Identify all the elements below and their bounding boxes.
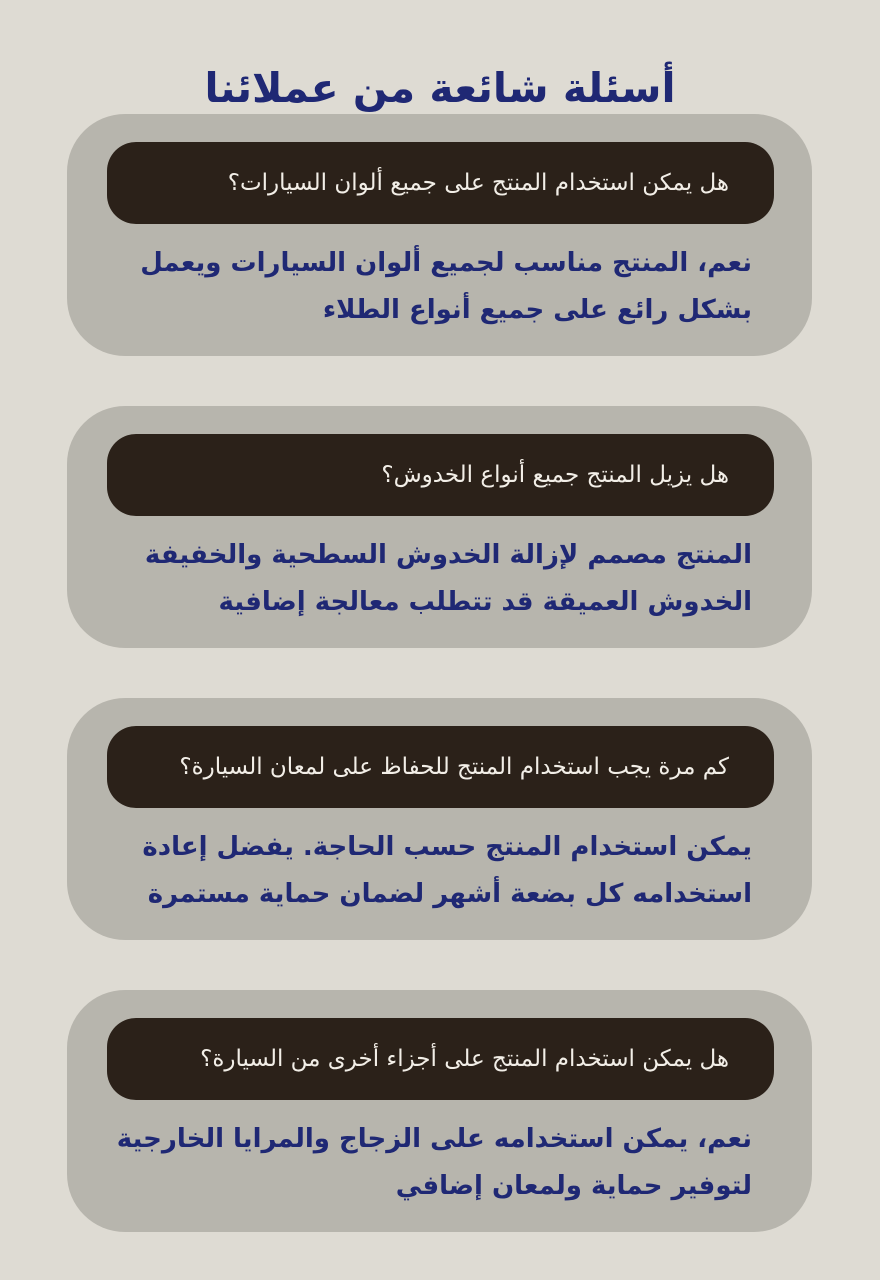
faq-question: كم مرة يجب استخدام المنتج للحفاظ على لمعان السيارة؟ — [107, 726, 774, 808]
faq-card-other-parts — [67, 990, 812, 1232]
faq-answer-line: استخدامه كل بضعة أشهر لضمان حماية مستمرة — [147, 879, 752, 909]
faq-answer — [119, 240, 752, 334]
faq-answer-line: لتوفير حماية ولمعان إضافي — [395, 1171, 752, 1201]
faq-answer-line: يمكن استخدام المنتج حسب الحاجة. يفضل إعادة — [142, 832, 752, 862]
faq-answer-line: نعم، يمكن استخدامه على الزجاج والمرايا الخارجية — [116, 1124, 752, 1154]
faq-card-scratches — [67, 406, 812, 648]
faq-answer-line: نعم، المنتج مناسب لجميع ألوان السيارات ويعمل — [140, 248, 752, 278]
faq-question: هل يمكن استخدام المنتج على جميع ألوان السيارات؟ — [107, 142, 774, 224]
faq-answer-line: بشكل رائع على جميع أنواع الطلاء — [322, 295, 752, 325]
faq-question: هل يزيل المنتج جميع أنواع الخدوش؟ — [107, 434, 774, 516]
faq-card-usage-frequency — [67, 698, 812, 940]
faq-answer-line: الخدوش العميقة قد تتطلب معالجة إضافية — [218, 587, 752, 617]
faq-answer — [119, 824, 752, 918]
faq-question: هل يمكن استخدام المنتج على أجزاء أخرى من السيارة؟ — [107, 1018, 774, 1100]
faq-answer — [116, 1116, 752, 1210]
faq-answer-line: المنتج مصمم لإزالة الخدوش السطحية والخفيفة — [144, 540, 752, 570]
page-title: أسئلة شائعة من عملائنا — [204, 64, 676, 113]
faq-answer — [119, 532, 752, 626]
faq-card-car-colors — [67, 114, 812, 356]
